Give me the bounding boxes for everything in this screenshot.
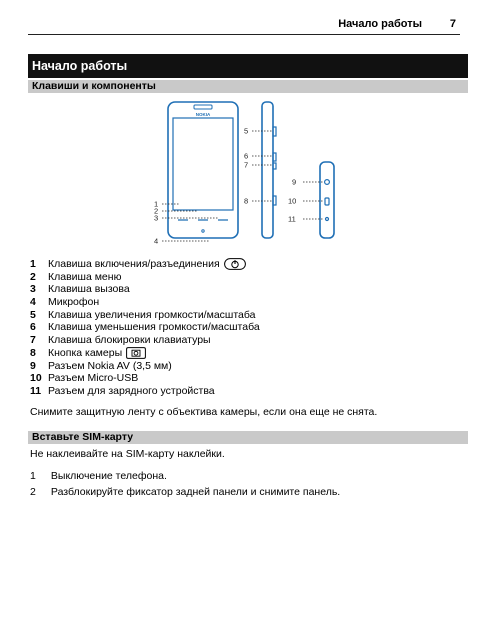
callout-3: 3 [154, 213, 159, 223]
chapter-title: Начало работы [28, 54, 468, 78]
callout-6: 6 [244, 151, 249, 161]
legend-number: 1 [30, 258, 36, 270]
power-icon [224, 258, 246, 270]
callout-2: 2 [154, 206, 159, 216]
legend-number: 11 [30, 384, 42, 397]
section-sim-title: Вставьте SIM-карту [28, 431, 468, 444]
callout-5: 5 [244, 126, 249, 136]
legend-text: Разъем для зарядного устройства [48, 384, 215, 397]
section-keys-title: Клавиши и компоненты [28, 80, 468, 93]
legend-text: Клавиша вызова [48, 283, 130, 296]
legend-item [30, 309, 450, 322]
legend-item [30, 360, 450, 373]
legend-item [30, 385, 450, 398]
legend-text: Клавиша уменьшения громкости/масштаба [48, 321, 260, 334]
legend-text: Клавиша увеличения громкости/масштаба [48, 308, 256, 321]
legend-text: Разъем Nokia AV (3,5 мм) [48, 359, 172, 372]
legend-item [30, 372, 450, 385]
legend-item [30, 334, 450, 347]
callout-9: 9 [292, 177, 297, 187]
camera-icon [126, 347, 146, 359]
page-number: 7 [449, 18, 456, 30]
callout-8: 8 [244, 196, 249, 206]
callout-7: 7 [244, 160, 249, 170]
legend-number: 2 [30, 270, 36, 283]
step-number: 2 [30, 486, 36, 498]
callout-1: 1 [154, 199, 159, 209]
legend-text: Разъем Micro-USB [48, 372, 139, 385]
legend-number: 7 [30, 334, 36, 347]
legend-number: 10 [30, 372, 42, 385]
camera-tape-note: Снимите защитную ленту с объектива камеры, если она еще не снята. [30, 406, 378, 418]
legend-number: 9 [30, 359, 36, 372]
header-title: Начало работы [338, 18, 422, 30]
step-text: Разблокируйте фиксатор задней панели и снимите панель. [50, 486, 341, 498]
device-illustration [140, 98, 360, 250]
legend-item [30, 283, 450, 296]
legend-item [30, 296, 450, 309]
callout-4: 4 [154, 236, 159, 246]
step-number: 1 [30, 470, 36, 482]
legend-item [30, 271, 450, 284]
legend-item [30, 347, 450, 360]
phone-side [262, 102, 276, 238]
legend-number: 4 [30, 296, 36, 309]
callout-11: 11 [288, 214, 296, 224]
legend-text: Клавиша меню [48, 270, 122, 283]
step-item [30, 486, 340, 498]
page-header [28, 14, 460, 35]
legend-number: 5 [30, 308, 36, 321]
phone-edge [320, 162, 334, 238]
legend-number: 8 [30, 346, 36, 359]
step-text: Выключение телефона. [50, 470, 167, 482]
components-legend [30, 258, 450, 398]
legend-text: Микрофон [48, 296, 100, 309]
legend-number: 6 [30, 321, 36, 334]
sim-warning: Не наклеивайте на SIM-карту наклейки. [30, 448, 225, 460]
legend-text: Клавиша включения/разъединения [48, 258, 220, 270]
legend-item [30, 258, 450, 271]
legend-text: Клавиша блокировки клавиатуры [48, 334, 211, 347]
legend-number: 3 [30, 283, 36, 296]
callout-10: 10 [288, 196, 297, 206]
legend-text: Кнопка камеры [48, 346, 123, 359]
step-item [30, 470, 167, 482]
legend-item [30, 321, 450, 334]
phone-brand-text: NOKIA [195, 112, 211, 117]
